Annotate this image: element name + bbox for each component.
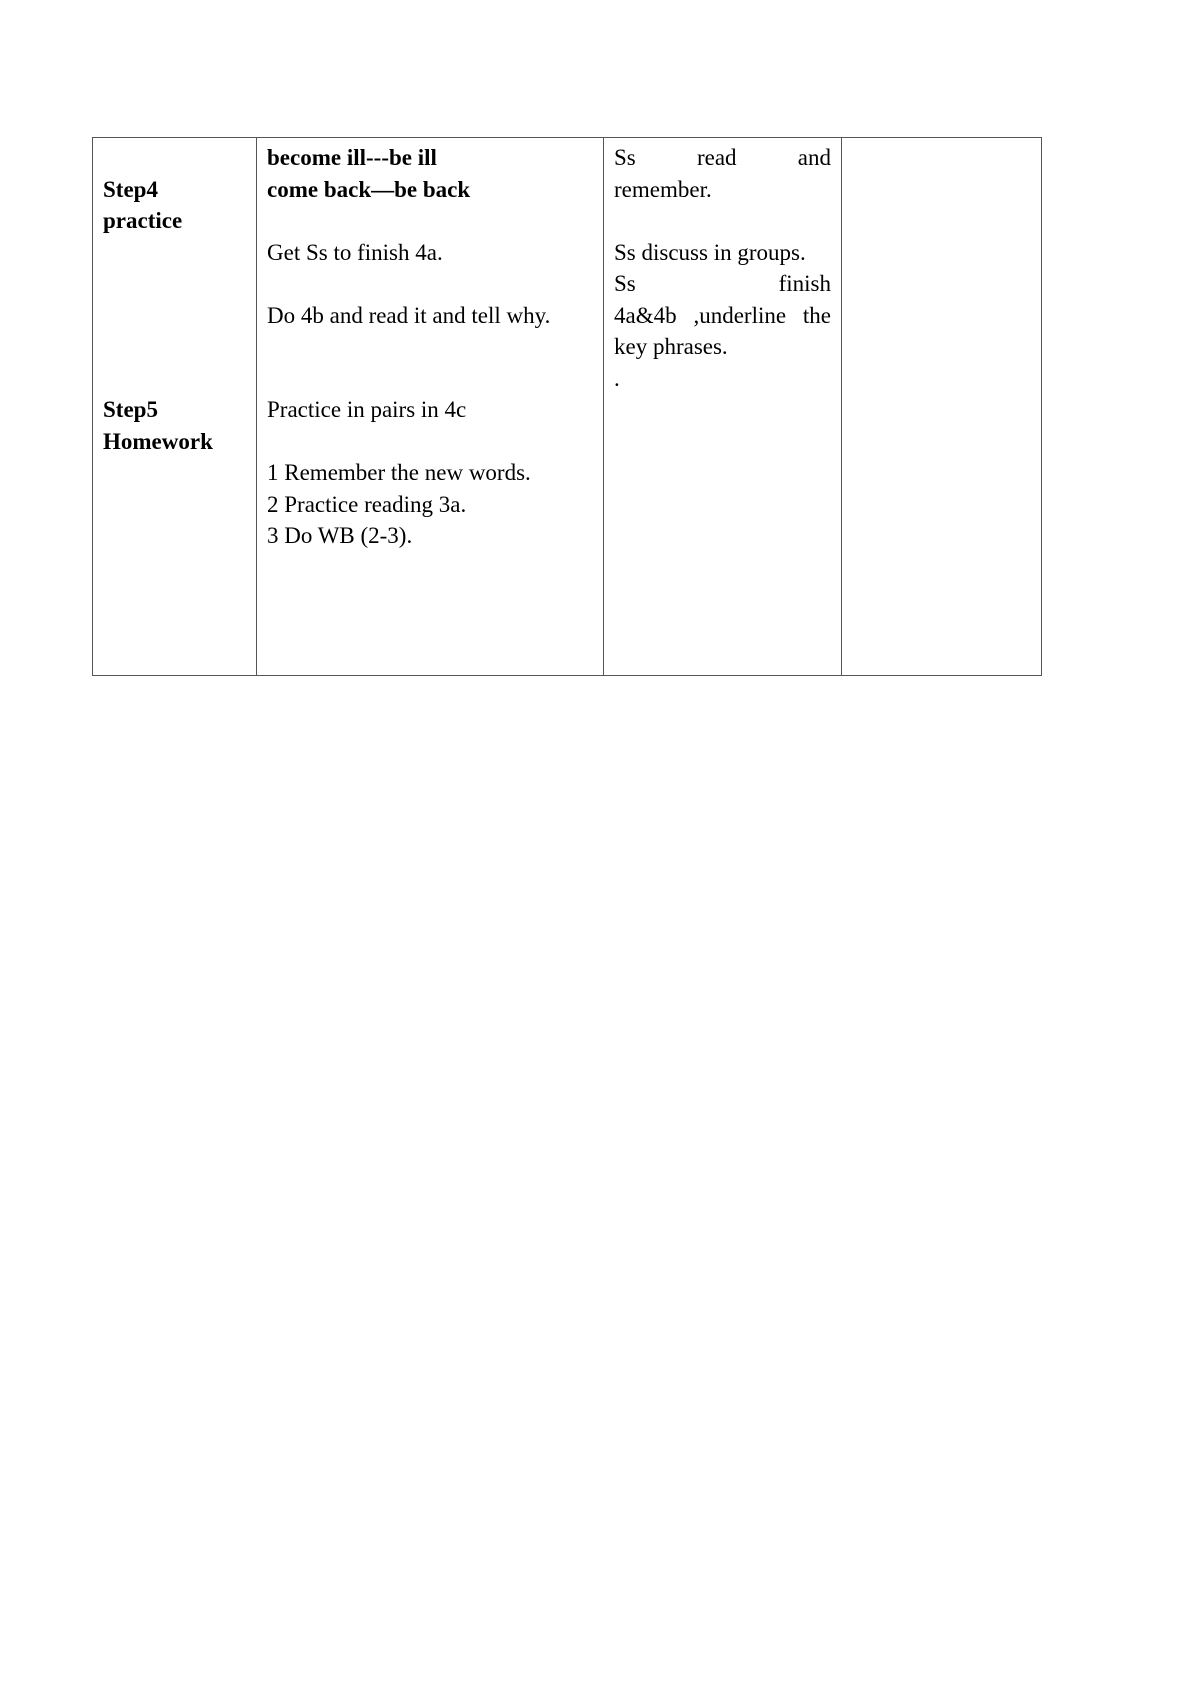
justified-line: Ss finish [614,271,831,296]
task-line: Do 4b and read it and tell why. [267,302,551,328]
task-line: Practice in pairs in 4c [267,397,467,422]
task-line: Get Ss to finish 4a. [267,239,443,265]
lesson-plan-table [92,137,1042,676]
steps-cell [93,138,257,676]
text-line: key phrases. [614,334,728,359]
phrase-line: come back—be back [267,176,471,202]
text-line: remember. [614,176,712,202]
notes-cell [842,138,1042,676]
homework-line: 2 Practice reading 3a. [267,491,467,517]
step5-title: Homework [103,428,213,454]
step4-title: practice [103,208,183,233]
phrase-line: become ill---be ill [267,145,437,170]
student-activity-cell [604,138,842,676]
step5-label: Step5 [103,397,158,422]
homework-line: 3 Do WB (2-3). [267,523,413,548]
step4-label: Step4 [103,176,158,202]
homework-line: 1 Remember the new words. [267,460,531,485]
teacher-activity-cell [257,138,604,676]
justified-line: Ss read and [614,145,832,170]
text-line: Ss discuss in groups. [614,239,806,265]
text-line: . [614,365,620,391]
table-row [93,138,1042,676]
justified-line: 4a&4b ,underline the [614,302,832,328]
